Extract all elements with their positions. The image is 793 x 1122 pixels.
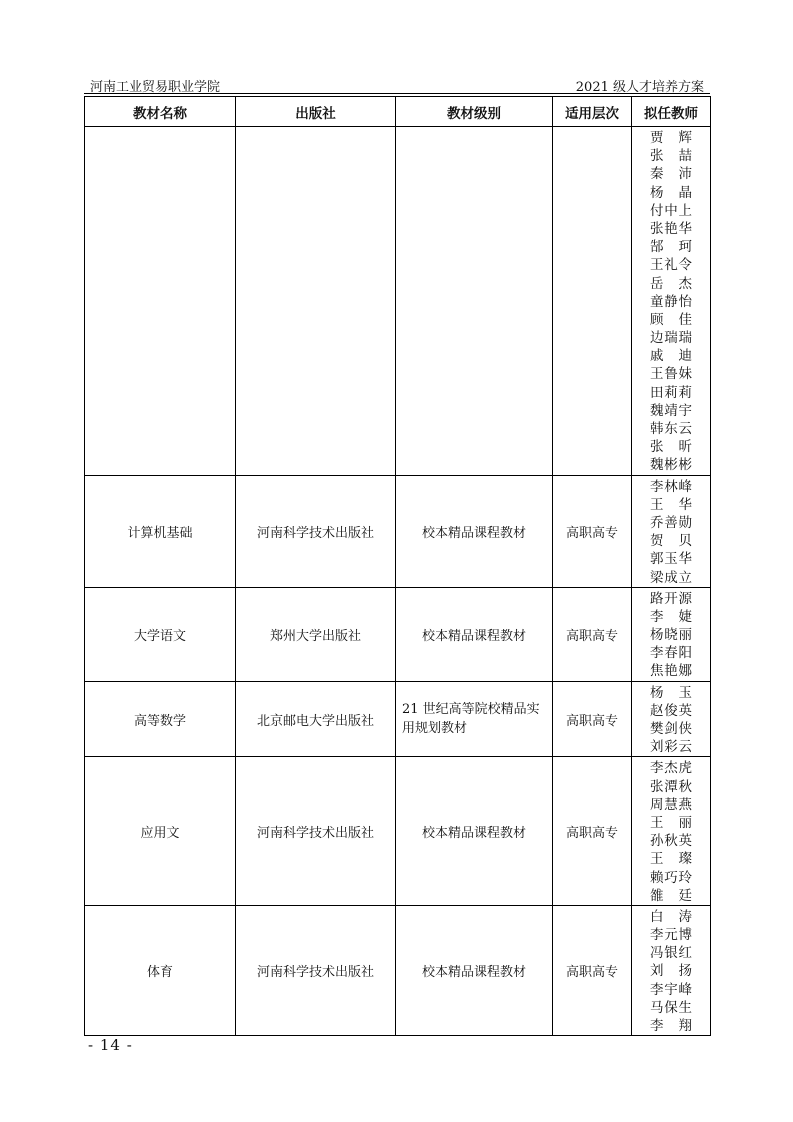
- teacher-name: 边瑞瑞: [650, 330, 692, 347]
- table-row: [85, 587, 711, 681]
- teacher-name: 秦 沛: [650, 166, 692, 183]
- teacher-name: 刘彩云: [650, 739, 692, 756]
- publisher-cell: 河南科学技术出版社: [236, 905, 396, 1035]
- teacher-name: 李 翔: [650, 1018, 692, 1034]
- teacher-name: 乔善勋: [650, 514, 692, 531]
- teachers-cell: [632, 905, 711, 1035]
- teacher-name: 马保生: [650, 999, 692, 1016]
- applicable-tier-cell: 高职高专: [553, 475, 632, 587]
- textbook-name-cell: 体育: [85, 905, 236, 1035]
- teacher-name: 冯银红: [650, 945, 692, 962]
- textbook-table: [84, 96, 711, 1036]
- teacher-name: 魏彬彬: [650, 457, 692, 474]
- teacher-name: 李林峰: [650, 478, 692, 495]
- teacher-name: 戚 迪: [650, 348, 692, 365]
- teacher-name: 李 婕: [650, 608, 692, 625]
- textbook-name-cell: [85, 127, 236, 476]
- header-rule: [84, 93, 710, 94]
- teacher-name: 李杰虎: [650, 760, 692, 777]
- publisher-cell: 河南科学技术出版社: [236, 475, 396, 587]
- teacher-name: 樊剑侠: [650, 721, 692, 737]
- textbook-level-cell: 校本精品课程教材: [396, 475, 553, 587]
- teacher-name: 王鲁妹: [650, 366, 692, 383]
- textbook-level-cell: 校本精品课程教材: [396, 587, 553, 681]
- publisher-cell: 河南科学技术出版社: [236, 757, 396, 906]
- header-program-title: 2021 级人才培养方案: [575, 80, 704, 95]
- teacher-name: 王礼令: [650, 257, 692, 274]
- textbook-level-cell: 校本精品课程教材: [396, 905, 553, 1035]
- publisher-cell: 郑州大学出版社: [236, 587, 396, 681]
- table-header-row: [85, 97, 711, 127]
- teacher-name: 王 丽: [650, 814, 692, 831]
- teacher-name: 付中上: [650, 202, 692, 219]
- applicable-tier-cell: 高职高专: [553, 905, 632, 1035]
- col-header-name: 教材名称: [85, 97, 236, 127]
- col-header-tier: 适用层次: [553, 97, 632, 127]
- teacher-name: 赖巧玲: [650, 869, 692, 886]
- textbook-name-cell: 计算机基础: [85, 475, 236, 587]
- table-row: [85, 757, 711, 906]
- teacher-name: 王 璨: [650, 851, 692, 868]
- running-header: [84, 72, 710, 94]
- col-header-publisher: 出版社: [236, 97, 396, 127]
- teachers-cell: [632, 127, 711, 476]
- teacher-name: 张 昕: [650, 439, 692, 456]
- teacher-name: 杨 晶: [650, 184, 692, 201]
- teachers-cell: [632, 757, 711, 906]
- teacher-name: 张艳华: [650, 220, 692, 237]
- applicable-tier-cell: 高职高专: [553, 681, 632, 757]
- teacher-name: 赵俊英: [650, 702, 692, 719]
- col-header-level: 教材级别: [396, 97, 553, 127]
- teacher-name: 童静怡: [650, 293, 692, 310]
- teacher-name: 韩东云: [650, 421, 692, 437]
- table-row: [85, 475, 711, 587]
- teacher-name: 白 涛: [650, 908, 692, 925]
- teacher-name: 郭玉华: [650, 551, 692, 568]
- applicable-tier-cell: 高职高专: [553, 587, 632, 681]
- page-number: - 14 -: [88, 1036, 133, 1054]
- teacher-name: 路开源: [650, 590, 692, 607]
- teacher-name: 张 喆: [650, 148, 692, 165]
- teacher-name: 张潭秋: [650, 778, 692, 795]
- applicable-tier-cell: 高职高专: [553, 757, 632, 906]
- teacher-name: 杨 玉: [650, 684, 692, 701]
- publisher-cell: [236, 127, 396, 476]
- teacher-name: 杨晓丽: [650, 627, 692, 644]
- teachers-cell: [632, 681, 711, 757]
- teacher-name: 贾 辉: [650, 130, 692, 146]
- teacher-name: 顾 佳: [650, 311, 692, 328]
- table-row: [85, 905, 711, 1035]
- teachers-cell: [632, 587, 711, 681]
- teacher-name: 周慧燕: [650, 796, 692, 813]
- teacher-name: 李春阳: [650, 645, 692, 662]
- teacher-name: 王 华: [650, 496, 692, 513]
- teacher-name: 焦艳娜: [650, 663, 692, 680]
- textbook-level-cell: 21 世纪高等院校精品实用规划教材: [396, 681, 553, 757]
- teacher-name: 郜 珂: [650, 239, 692, 256]
- textbook-name-cell: 应用文: [85, 757, 236, 906]
- header-institution: 河南工业贸易职业学院: [90, 80, 221, 95]
- textbook-level-cell: [396, 127, 553, 476]
- applicable-tier-cell: [553, 127, 632, 476]
- col-header-teachers: 拟任教师: [632, 97, 711, 127]
- table-row: [85, 127, 711, 476]
- textbook-name-cell: 高等数学: [85, 681, 236, 757]
- teacher-name: 贺 贝: [650, 533, 692, 550]
- table-row: [85, 681, 711, 757]
- teacher-name: 岳 杰: [650, 275, 692, 292]
- teacher-name: 魏靖宇: [650, 402, 692, 419]
- textbook-name-cell: 大学语文: [85, 587, 236, 681]
- teacher-name: 李宇峰: [650, 981, 692, 998]
- teachers-cell: [632, 475, 711, 587]
- teacher-name: 孙秋英: [650, 833, 692, 850]
- textbook-level-cell: 校本精品课程教材: [396, 757, 553, 906]
- teacher-name: 雒 廷: [650, 887, 692, 904]
- teacher-name: 刘 扬: [650, 963, 692, 980]
- teacher-name: 田莉莉: [650, 384, 692, 401]
- publisher-cell: 北京邮电大学出版社: [236, 681, 396, 757]
- teacher-name: 梁成立: [650, 569, 692, 586]
- teacher-name: 李元博: [650, 927, 692, 944]
